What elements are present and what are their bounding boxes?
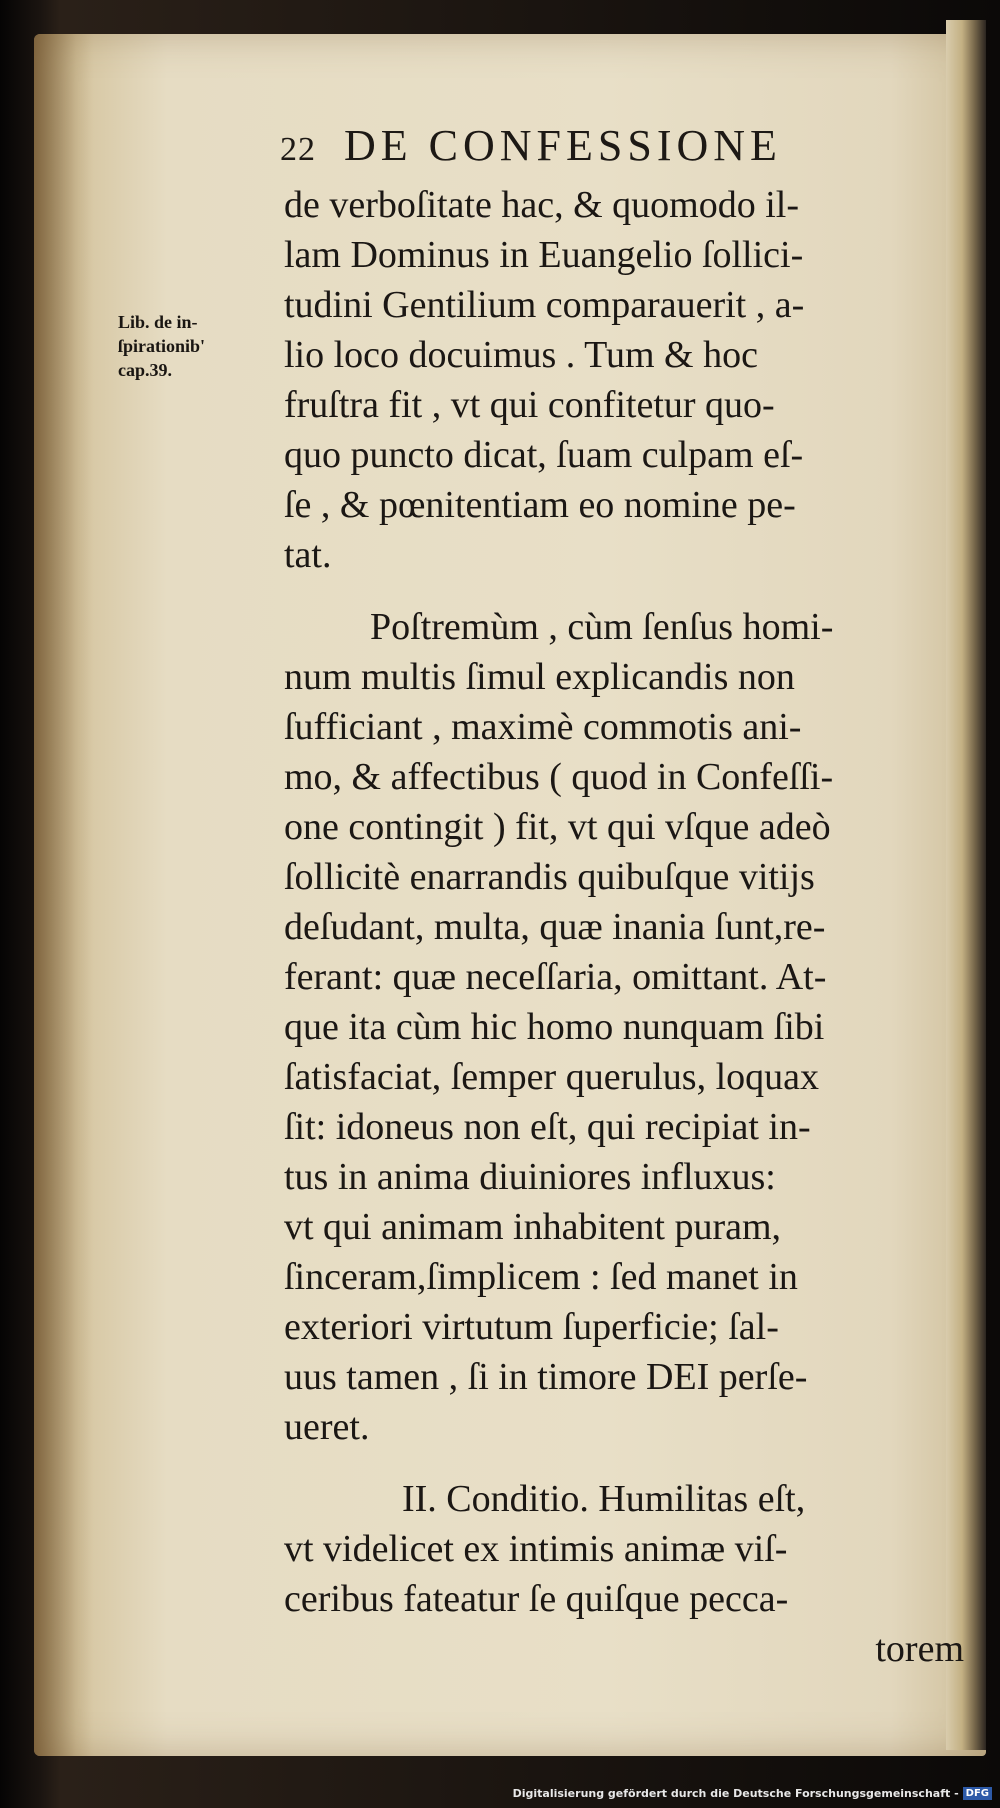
text-line: vt qui animam inhabitent puram, (284, 1206, 782, 1248)
text-line: de verboſitate hac, & quomodo il- (284, 184, 799, 226)
catchword: torem (875, 1628, 964, 1670)
text-line: ſe , & pœnitentiam eo nomine pe- (284, 484, 796, 526)
text-line: ſatisfaciat, ſemper querulus, loquax (284, 1056, 819, 1098)
text-line: tat. (284, 534, 332, 576)
text-line: exteriori virtutum ſuperficie; ſal- (284, 1306, 779, 1348)
text-line: deſudant, multa, quæ inania ſunt,re- (284, 906, 826, 948)
text-line: mo, & affectibus ( quod in Confeſſi- (284, 756, 834, 798)
text-line: ſinceram,ſimplicem : ſed manet in (284, 1256, 798, 1298)
text-line: ſollicitè enarrandis quibuſque vitijs (284, 856, 815, 898)
text-line: vt videlicet ex intimis animæ viſ- (284, 1528, 788, 1570)
text-line: one contingit ) fit, vt qui vſque adeò (284, 806, 831, 848)
text-line: ueret. (284, 1406, 370, 1448)
text-line: ſit: idoneus non eſt, qui recipiat in- (284, 1106, 811, 1148)
dfg-logo: DFG (963, 1787, 992, 1800)
marginal-note-line: ſpirationib' (118, 336, 206, 356)
credit-text: Digitalisierung gefördert durch die Deutsche Forschungsgemeinschaft - (512, 1786, 959, 1800)
marginal-note-line: cap.39. (118, 360, 172, 380)
page-number: 22 (280, 131, 316, 168)
text-line: quo puncto dicat, ſuam culpam eſ- (284, 434, 804, 476)
running-head (280, 120, 920, 180)
page-gutter-shadow (34, 34, 94, 1756)
text-line: ferant: quæ neceſſaria, omittant. At- (284, 956, 827, 998)
text-line: fruſtra fit , vt qui confitetur quo- (284, 384, 775, 426)
text-line: tudini Gentilium comparauerit , a- (284, 284, 805, 326)
text-line: tus in anima diuiniores influxus: (284, 1156, 776, 1198)
digitization-credit (0, 1782, 1000, 1804)
marginal-note-line: Lib. de in- (118, 312, 198, 332)
marginal-note (118, 310, 258, 382)
text-line: Poſtremùm , cùm ſenſus homi- (370, 606, 834, 648)
text-line: num multis ſimul explicandis non (284, 656, 795, 698)
text-line: que ita cùm hic homo nunquam ſibi (284, 1006, 825, 1048)
text-line: lio loco docuimus . Tum & hoc (284, 334, 758, 376)
text-line: ceribus fateatur ſe quiſque pecca- (284, 1578, 789, 1620)
body-text (284, 180, 964, 1674)
text-line: lam Dominus in Euangelio ſollici- (284, 234, 804, 276)
text-line: uus tamen , ſi in timore DEI perſe- (284, 1356, 808, 1398)
text-line: ſufficiant , maximè commotis ani- (284, 706, 802, 748)
running-title: DE CONFESSIONE (344, 121, 782, 170)
text-line: II. Conditio. Humilitas eſt, (402, 1478, 806, 1520)
